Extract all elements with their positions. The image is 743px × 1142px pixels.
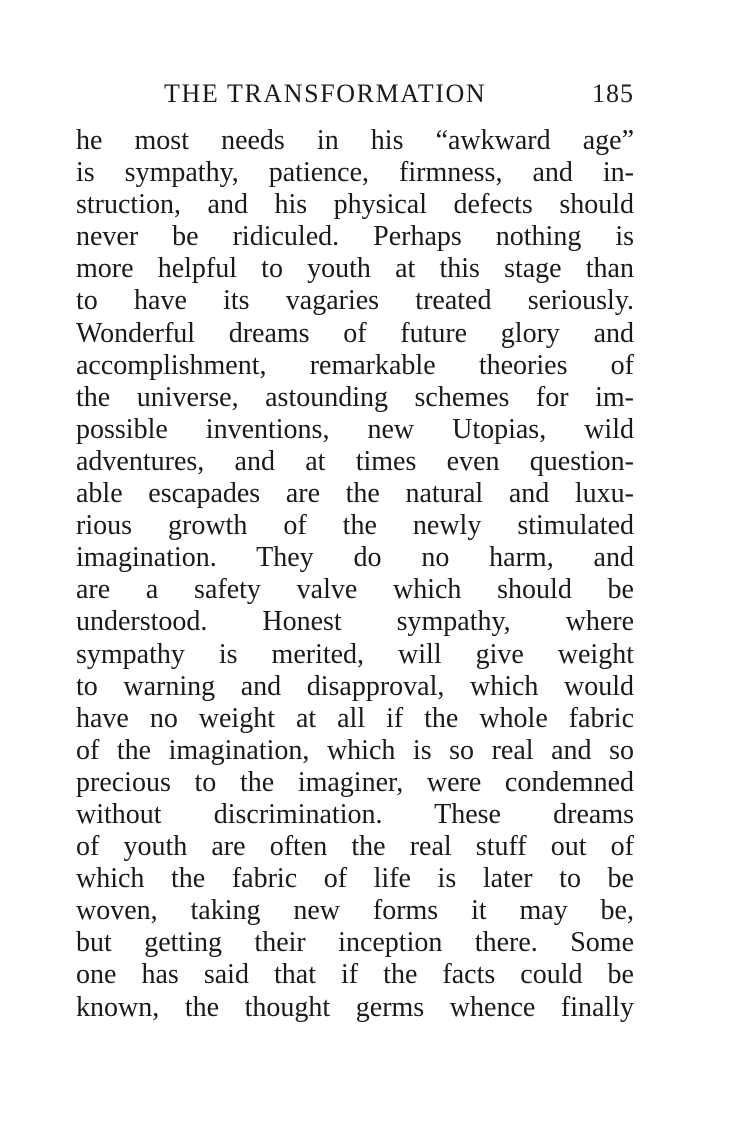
text-line: is sympathy, patience, firmness, and in- [76, 157, 634, 189]
text-line: of youth are often the real stuff out of [76, 831, 634, 863]
text-line: accomplishment, remarkable theories of [76, 349, 634, 381]
text-line: understood. Honest sympathy, where [76, 606, 634, 638]
text-line: are a safety valve which should be [76, 574, 634, 606]
text-line: of the imagination, which is so real and so [76, 734, 634, 766]
text-line: rious growth of the newly stimulated [76, 510, 634, 542]
text-line: have no weight at all if the whole fabric [76, 702, 634, 734]
text-line: imagination. They do no harm, and [76, 542, 634, 574]
text-line: he most needs in his “awkward age” [76, 125, 634, 156]
text-line: the universe, astounding schemes for im- [76, 381, 634, 413]
body-text [76, 125, 634, 1024]
text-line: to warning and disapproval, which would [76, 670, 634, 702]
text-line: which the fabric of life is later to be [76, 863, 634, 895]
text-line: struction, and his physical defects should [76, 189, 634, 221]
text-line: woven, taking new forms it may be, [76, 895, 634, 927]
text-line: more helpful to youth at this stage than [76, 253, 634, 285]
text-line: precious to the imaginer, were condemned [76, 766, 634, 798]
text-line: possible inventions, new Utopias, wild [76, 413, 634, 445]
text-line: sympathy is merited, will give weight [76, 638, 634, 670]
running-title: THE TRANSFORMATION [164, 79, 487, 108]
page-number: 185 [592, 79, 634, 108]
text-line: Wonderful dreams of future glory and [76, 317, 634, 349]
running-head [76, 76, 634, 112]
text-line: known, the thought germs whence finally [76, 991, 634, 1023]
text-line: adventures, and at times even question- [76, 445, 634, 477]
text-line: without discrimination. These dreams [76, 798, 634, 830]
text-line: one has said that if the facts could be [76, 959, 634, 991]
text-line: to have its vagaries treated seriously. [76, 285, 634, 317]
text-line: able escapades are the natural and luxu- [76, 478, 634, 510]
text-line: but getting their inception there. Some [76, 927, 634, 959]
text-line: never be ridiculed. Perhaps nothing is [76, 221, 634, 253]
